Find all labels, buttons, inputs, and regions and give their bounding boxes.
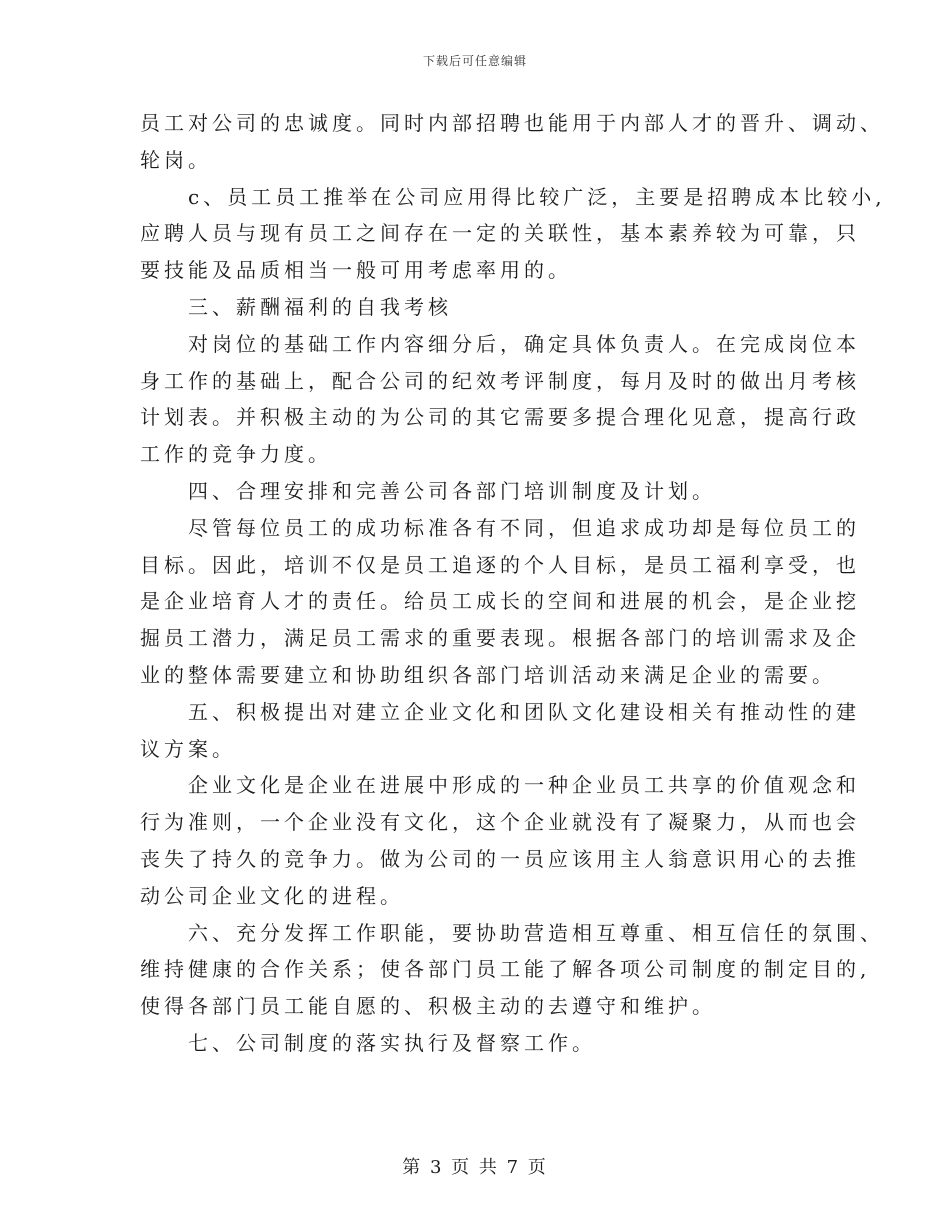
text-line: 维持健康的合作关系；使各部门员工能了解各项公司制度的制定目的, bbox=[140, 957, 871, 982]
text-line: c、员工员工推举在公司应用得比较广泛，主要是招聘成本比较小, bbox=[188, 184, 886, 209]
text-line: 三、薪酬福利的自我考核 bbox=[188, 294, 452, 319]
text-line: 计划表。并积极主动的为公司的其它需要多提合理化见意，提高行政 bbox=[140, 405, 860, 430]
document-body bbox=[140, 105, 886, 1062]
text-line: 尽管每位员工的成功标准各有不同，但追求成功却是每位员工的 bbox=[188, 515, 860, 540]
text-line: 掘员工潜力，满足员工需求的重要表现。根据各部门的培训需求及企 bbox=[140, 626, 860, 651]
text-line: 工作的竞争力度。 bbox=[140, 442, 332, 467]
page-footer: 第 3 页 共 7 页 bbox=[402, 1157, 548, 1178]
text-line: 目标。因此，培训不仅是员工追逐的个人目标，是员工福利享受，也 bbox=[140, 552, 860, 577]
text-line: 业的整体需要建立和协助组织各部门培训活动来满足企业的需要。 bbox=[140, 662, 836, 687]
text-line: 行为准则，一个企业没有文化，这个企业就没有了凝聚力，从而也会 bbox=[140, 810, 860, 835]
text-line: 是企业培育人才的责任。给员工成长的空间和进展的机会，是企业挖 bbox=[140, 589, 860, 614]
text-line: 要技能及品质相当一般可用考虑率用的。 bbox=[140, 258, 572, 283]
text-line: 轮岗。 bbox=[140, 147, 212, 172]
text-line: 使得各部门员工能自愿的、积极主动的去遵守和维护。 bbox=[140, 994, 716, 1019]
text-line: 身工作的基础上，配合公司的纪效考评制度，每月及时的做出月考核 bbox=[140, 368, 860, 393]
text-line: 对岗位的基础工作内容细分后，确定具体负责人。在完成岗位本 bbox=[188, 331, 860, 356]
text-line: 动公司企业文化的进程。 bbox=[140, 883, 404, 908]
text-line: 丧失了持久的竞争力。做为公司的一员应该用主人翁意识用心的去推 bbox=[140, 846, 860, 871]
page-header: 下载后可任意编辑 bbox=[422, 54, 527, 68]
text-line: 议方案。 bbox=[140, 736, 236, 761]
text-line: 七、公司制度的落实执行及督察工作。 bbox=[188, 1030, 596, 1055]
text-line: 员工对公司的忠诚度。同时内部招聘也能用于内部人才的晋升、调动、 bbox=[140, 111, 884, 135]
text-line: 五、积极提出对建立企业文化和团队文化建设相关有推动性的建 bbox=[188, 699, 860, 724]
text-line: 应聘人员与现有员工之间存在一定的关联性，基本素养较为可靠，只 bbox=[140, 221, 860, 246]
text-line: 六、充分发挥工作职能，要协助营造相互尊重、相互信任的氛围、 bbox=[188, 920, 884, 945]
text-line: 四、合理安排和完善公司各部门培训制度及计划。 bbox=[188, 478, 716, 503]
text-line: 企业文化是企业在进展中形成的一种企业员工共享的价值观念和 bbox=[188, 773, 860, 798]
